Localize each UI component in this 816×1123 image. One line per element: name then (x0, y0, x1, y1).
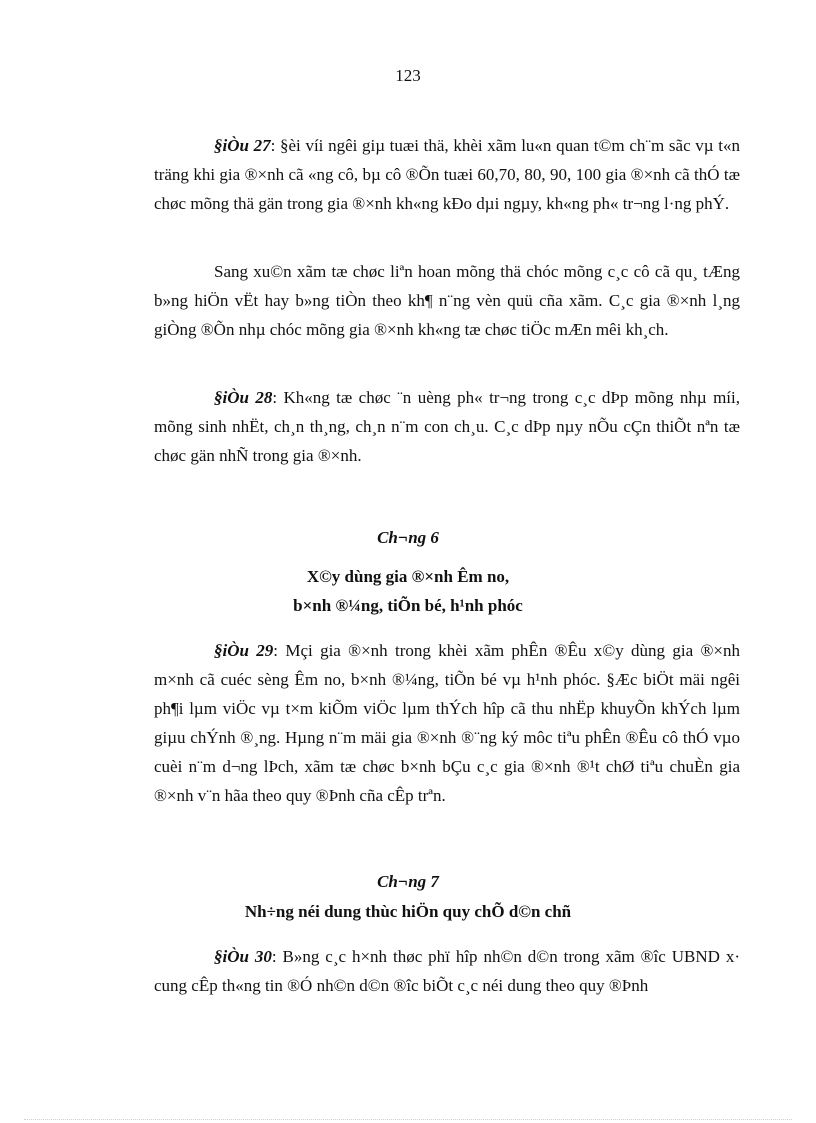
article-29-text: : Mçi gia ®×nh trong khèi xãm phÊn ®Êu x©y dùng gia ®×nh m×nh cã cuéc sèng Êm no, b×nh ®¼ng, tiÕn bé vµ h¹nh phóc. §Æc biÖt mäi ngêi ph¶i lµm viÖc vµ t×m kiÕm viÖc lµm thÝch hîp cã thu nhËp khuyÕn khÝch lµm giµu chÝnh ®¸ng. Hµng n¨m mäi gia ®×nh ®¨ng ký môc tiªu phÊn ®Êu cô thÓ vµo cuèi n¨m d¬ng lÞch, xãm tæ chøc b×nh bÇu c¸c gia ®×nh ®¹t chØ tiªu chuÈn gia ®×nh v¨n hãa theo quy ®Þnh cña cÊp trªn. (154, 641, 740, 805)
article-28 (154, 383, 740, 470)
article-30-text: : B»ng c¸c h×nh thøc phï hîp nh©n d©n trong xãm ®îc UBND x· cung cÊp th«ng tin ®Ó nh©n d©n ®îc biÕt c¸c néi dung theo quy ®Þnh (154, 947, 740, 995)
chapter-6-title-line1: X©y dùng gia ®×nh Êm no, (306, 567, 510, 586)
article-27 (154, 131, 740, 218)
chapter-7-number: Ch¬ng 7 (377, 872, 439, 891)
chapter-6-number: Ch¬ng 6 (377, 528, 439, 547)
article-27-label: §iÒu 27 (214, 136, 271, 155)
article-28-label: §iÒu 28 (214, 388, 273, 407)
article-27-continued: Sang xu©n xãm tæ chøc liªn hoan mõng thä chóc mõng c¸c cô cã qu¸ tÆng b»ng hiÖn vËt hay b»ng tiÒn theo kh¶ n¨ng vèn quü cña xãm. C¸c gia ®×nh l¸ng giÒng ®Õn nhµ chóc mõng gia ®×nh kh«ng tæ chøc tiÖc mÆn mêi kh¸ch. (154, 262, 740, 339)
article-29-label: §iÒu 29 (214, 641, 274, 660)
article-30 (154, 942, 740, 1000)
chapter-7-title: Nh÷ng néi dung thùc hiÖn quy chÕ d©n chñ (244, 902, 572, 921)
article-27-text: : §èi víi ngêi giµ tuæi thä, khèi xãm lu«n quan t©m ch¨m sãc vµ t«n träng khi gia ®×nh cã «ng cô, bµ cô ®Õn tuæi 60,70, 80, 90, 100 gia ®×nh cã thÓ tæ chøc mõng thä gän trong gia ®×nh kh«ng kÐo dµi ngµy, kh«ng ph« tr¬ng l·ng phÝ. (154, 136, 740, 213)
article-29 (154, 636, 740, 810)
chapter-6-title-line2: b×nh ®¼ng, tiÕn bé, h¹nh phóc (293, 596, 523, 615)
page-bottom-rule (24, 1119, 792, 1120)
article-30-label: §iÒu 30 (214, 947, 272, 966)
article-28-text: : Kh«ng tæ chøc ¨n uèng ph« tr¬ng trong c¸c dÞp mõng nhµ míi, mõng sinh nhËt, ch¸n th¸ng, ch¸n n¨m con ch¸u. C¸c dÞp nµy nÕu cÇn thiÕt nªn tæ chøc gän nhÑ trong gia ®×nh. (154, 388, 741, 465)
page-number: 123 (395, 66, 421, 85)
